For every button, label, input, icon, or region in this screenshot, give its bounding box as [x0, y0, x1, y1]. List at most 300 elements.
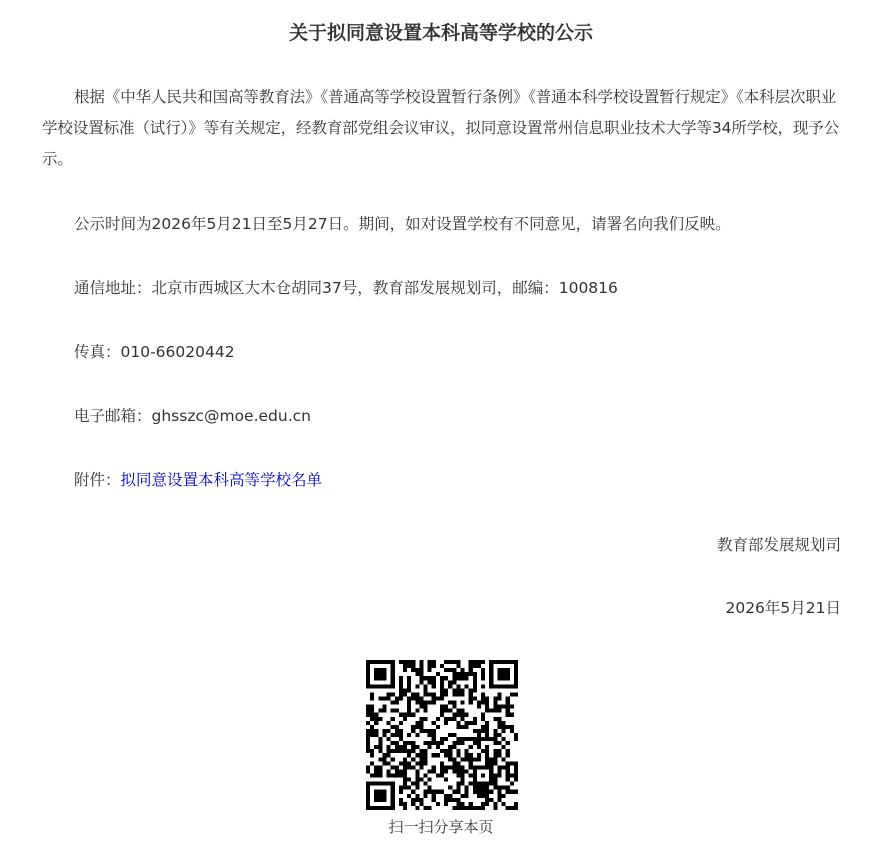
qr-module [510, 705, 514, 709]
qr-module [403, 802, 407, 806]
qr-module [399, 798, 403, 802]
qr-module [485, 790, 489, 794]
qr-module [460, 769, 464, 773]
qr-module [465, 790, 469, 794]
qr-module [374, 782, 378, 786]
qr-module [481, 684, 485, 688]
qr-module [481, 749, 485, 753]
qr-module [510, 782, 514, 786]
qr-module [502, 786, 506, 790]
qr-module [465, 684, 469, 688]
qr-module [411, 765, 415, 769]
qr-module [432, 701, 436, 705]
qr-module [370, 713, 374, 717]
qr-module [436, 696, 440, 700]
qr-module [452, 680, 456, 684]
qr-module [444, 778, 448, 782]
qr-module [481, 660, 485, 664]
qr-module [374, 794, 378, 798]
qr-module [477, 701, 481, 705]
qr-module [469, 765, 473, 769]
qr-module [456, 761, 460, 765]
qr-module [366, 660, 370, 664]
qr-module [378, 709, 382, 713]
qr-module [411, 664, 415, 668]
qr-module [391, 741, 395, 745]
qr-module [497, 709, 501, 713]
qr-module [452, 733, 456, 737]
qr-module [391, 701, 395, 705]
qr-module [415, 753, 419, 757]
qr-module [493, 705, 497, 709]
qr-module [514, 761, 518, 765]
qr-module [514, 676, 518, 680]
qr-module [382, 672, 386, 676]
qr-module [481, 701, 485, 705]
qr-module [477, 729, 481, 733]
qr-module [424, 701, 428, 705]
qr-module [493, 802, 497, 806]
qr-module [444, 749, 448, 753]
qr-module [460, 806, 464, 810]
qr-module [411, 660, 415, 664]
qr-module [424, 709, 428, 713]
qr-module [378, 696, 382, 700]
qr-module [436, 725, 440, 729]
qr-module [415, 692, 419, 696]
qr-module [473, 696, 477, 700]
qr-module [473, 757, 477, 761]
qr-module [473, 765, 477, 769]
qr-module [444, 668, 448, 672]
qr-module [493, 741, 497, 745]
qr-module [497, 794, 501, 798]
qr-module [510, 790, 514, 794]
qr-module [506, 786, 510, 790]
address-paragraph: 通信地址：北京市西城区大木仓胡同37号，教育部发展规划司，邮编：100816 [74, 279, 618, 297]
qr-module [407, 680, 411, 684]
qr-module [477, 786, 481, 790]
qr-module [411, 668, 415, 672]
qr-module [485, 802, 489, 806]
qr-module [497, 684, 501, 688]
qr-module [366, 798, 370, 802]
qr-module [403, 774, 407, 778]
qr-module [497, 705, 501, 709]
qr-module [403, 749, 407, 753]
qr-module [502, 676, 506, 680]
qr-module [391, 660, 395, 664]
qr-module [391, 692, 395, 696]
qr-module [502, 794, 506, 798]
qr-module [456, 672, 460, 676]
qr-module [387, 806, 391, 810]
qr-module [382, 705, 386, 709]
qr-module [502, 668, 506, 672]
qr-module [391, 684, 395, 688]
qr-module [366, 769, 370, 773]
qr-module [469, 701, 473, 705]
qr-module [502, 757, 506, 761]
qr-module [440, 774, 444, 778]
qr-module [444, 705, 448, 709]
qr-module [460, 774, 464, 778]
qr-module [424, 761, 428, 765]
qr-module [366, 790, 370, 794]
qr-module [506, 709, 510, 713]
qr-module [448, 749, 452, 753]
qr-module [436, 741, 440, 745]
qr-module [456, 790, 460, 794]
qr-module [366, 745, 370, 749]
qr-module [448, 701, 452, 705]
qr-module [489, 757, 493, 761]
qr-module [391, 794, 395, 798]
qr-module [481, 794, 485, 798]
qr-module [370, 782, 374, 786]
qr-module [440, 709, 444, 713]
qr-module [514, 790, 518, 794]
qr-module [366, 664, 370, 668]
qr-module [366, 733, 370, 737]
qr-module [477, 664, 481, 668]
qr-module [407, 696, 411, 700]
qr-module [485, 745, 489, 749]
qr-module [399, 737, 403, 741]
qr-module [452, 806, 456, 810]
qr-module [460, 713, 464, 717]
qr-module [432, 741, 436, 745]
qr-module [506, 761, 510, 765]
qr-module [419, 729, 423, 733]
qr-module [403, 765, 407, 769]
qr-module [419, 798, 423, 802]
qr-module [460, 717, 464, 721]
qr-module [456, 660, 460, 664]
qr-module [510, 729, 514, 733]
qr-module [481, 729, 485, 733]
qr-module [374, 774, 378, 778]
qr-module [448, 717, 452, 721]
qr-module [399, 749, 403, 753]
qr-module [485, 794, 489, 798]
qr-module [497, 668, 501, 672]
qr-module [407, 684, 411, 688]
qr-module [411, 790, 415, 794]
qr-module [440, 749, 444, 753]
qr-module [510, 774, 514, 778]
qr-module [493, 733, 497, 737]
qr-module [493, 778, 497, 782]
qr-module [493, 786, 497, 790]
qr-module [387, 696, 391, 700]
qr-module [387, 729, 391, 733]
qr-module [460, 709, 464, 713]
qr-module [374, 676, 378, 680]
qr-module [387, 782, 391, 786]
qr-module [506, 790, 510, 794]
qr-module [460, 725, 464, 729]
qr-module [465, 725, 469, 729]
qr-module [456, 741, 460, 745]
qr-module [391, 790, 395, 794]
qr-module [403, 769, 407, 773]
qr-module [391, 717, 395, 721]
qr-module [469, 692, 473, 696]
qr-module [448, 745, 452, 749]
qr-module [477, 757, 481, 761]
qr-module [440, 664, 444, 668]
qr-module [452, 676, 456, 680]
qr-module [415, 709, 419, 713]
qr-module [366, 684, 370, 688]
qr-module [395, 725, 399, 729]
attachment-label: 附件： [74, 471, 121, 489]
qr-module [448, 733, 452, 737]
qr-module [432, 753, 436, 757]
qr-module [460, 794, 464, 798]
qr-module [432, 680, 436, 684]
qr-module [456, 774, 460, 778]
qr-module [403, 761, 407, 765]
qr-module [374, 798, 378, 802]
qr-module [374, 668, 378, 672]
intro-paragraph: 根据《中华人民共和国高等教育法》《普通高等学校设置暂行条例》《普通本科学校设置暂行规定》《本科层次职业学校设置标准（试行）》等有关规定，经教育部党组会议审议，拟同意设置常州信息职业技术大学等34所学校，现予公示。 [42, 88, 840, 168]
qr-module [399, 729, 403, 733]
qr-module [403, 668, 407, 672]
qr-module [403, 806, 407, 810]
qr-module [411, 741, 415, 745]
qr-module [481, 713, 485, 717]
qr-module [411, 749, 415, 753]
qr-module [419, 668, 423, 672]
qr-module [387, 660, 391, 664]
qr-module [493, 774, 497, 778]
qr-module [469, 753, 473, 757]
qr-module [502, 729, 506, 733]
qr-module [460, 757, 464, 761]
qr-module [440, 692, 444, 696]
qr-module [493, 717, 497, 721]
qr-module [456, 688, 460, 692]
qr-module [399, 696, 403, 700]
qr-module [411, 757, 415, 761]
qr-module [382, 729, 386, 733]
qr-module [382, 798, 386, 802]
qr-module [382, 794, 386, 798]
qr-module [419, 757, 423, 761]
qr-module [403, 741, 407, 745]
qr-module [469, 660, 473, 664]
qr-module [407, 753, 411, 757]
qr-module [506, 778, 510, 782]
qr-module [411, 802, 415, 806]
qr-module [510, 725, 514, 729]
qr-module [473, 684, 477, 688]
qr-module [452, 717, 456, 721]
qr-module [440, 680, 444, 684]
qr-module [370, 733, 374, 737]
qr-module [456, 676, 460, 680]
qr-module [456, 765, 460, 769]
qr-module [424, 741, 428, 745]
qr-module [424, 794, 428, 798]
qr-module [456, 737, 460, 741]
qr-module [506, 672, 510, 676]
qr-module [493, 696, 497, 700]
qr-module [444, 721, 448, 725]
qr-module [481, 692, 485, 696]
qr-module [424, 774, 428, 778]
qr-module [382, 668, 386, 672]
qr-module [465, 713, 469, 717]
qr-module [374, 745, 378, 749]
qr-module [395, 729, 399, 733]
qr-module [419, 664, 423, 668]
qr-module [366, 786, 370, 790]
qr-module [469, 696, 473, 700]
qr-module [382, 709, 386, 713]
qr-module [432, 684, 436, 688]
qr-module [378, 741, 382, 745]
qr-module [444, 676, 448, 680]
qr-module [428, 786, 432, 790]
qr-module [506, 749, 510, 753]
qr-module [506, 660, 510, 664]
qr-module [489, 737, 493, 741]
qr-module [469, 761, 473, 765]
qr-module [510, 692, 514, 696]
qr-module [403, 688, 407, 692]
qr-module [456, 684, 460, 688]
qr-module [473, 660, 477, 664]
qr-module [374, 660, 378, 664]
qr-module [502, 737, 506, 741]
qr-module [374, 769, 378, 773]
qr-module [469, 721, 473, 725]
qr-module [506, 713, 510, 717]
qr-module [407, 794, 411, 798]
qr-module [415, 733, 419, 737]
qr-module [485, 757, 489, 761]
qr-module [395, 769, 399, 773]
qr-module [424, 692, 428, 696]
qr-module [391, 668, 395, 672]
qr-module [407, 676, 411, 680]
qr-module [403, 778, 407, 782]
page-title: 关于拟同意设置本科高等学校的公示 [288, 22, 593, 44]
qr-module [440, 741, 444, 745]
qr-module [378, 782, 382, 786]
qr-module [428, 664, 432, 668]
qr-module [473, 672, 477, 676]
qr-module [395, 733, 399, 737]
qr-module [378, 774, 382, 778]
qr-module [473, 778, 477, 782]
qr-module [493, 753, 497, 757]
qr-module [415, 806, 419, 810]
qr-module [366, 729, 370, 733]
qr-module [477, 737, 481, 741]
qr-module [378, 676, 382, 680]
qr-module [395, 765, 399, 769]
qr-module [444, 692, 448, 696]
qr-module [477, 806, 481, 810]
qr-module [456, 721, 460, 725]
qr-module [506, 725, 510, 729]
qr-module [387, 737, 391, 741]
qr-module [452, 790, 456, 794]
qr-module [497, 660, 501, 664]
qr-module [378, 668, 382, 672]
qr-module [424, 806, 428, 810]
qr-module [452, 660, 456, 664]
qr-module [440, 737, 444, 741]
qr-module [387, 684, 391, 688]
qr-module [444, 798, 448, 802]
qr-module [473, 769, 477, 773]
qr-module [469, 668, 473, 672]
qr-module [419, 802, 423, 806]
qr-module [403, 692, 407, 696]
qr-module [448, 668, 452, 672]
qr-module [432, 692, 436, 696]
qr-module [448, 794, 452, 798]
qr-module [497, 741, 501, 745]
qr-module [440, 696, 444, 700]
qr-module [403, 717, 407, 721]
qr-module [473, 680, 477, 684]
qr-module [452, 705, 456, 709]
attachment-link[interactable]: 拟同意设置本科高等学校名单 [120, 471, 323, 489]
qr-module [514, 733, 518, 737]
qr-module [378, 717, 382, 721]
period-paragraph: 公示时间为2026年5月21日至5月27日。期间，如对设置学校有不同意见，请署名向我们反映。 [74, 215, 731, 233]
qr-module [399, 660, 403, 664]
qr-module [411, 713, 415, 717]
qr-module [485, 786, 489, 790]
qr-module [399, 692, 403, 696]
qr-module [469, 745, 473, 749]
qr-module [440, 688, 444, 692]
qr-module [506, 684, 510, 688]
qr-module [444, 769, 448, 773]
qr-module [452, 668, 456, 672]
qr-module [436, 717, 440, 721]
qr-module [489, 709, 493, 713]
qr-module [415, 684, 419, 688]
qr-module [419, 749, 423, 753]
qr-module [460, 741, 464, 745]
qr-module [448, 680, 452, 684]
qr-module [432, 721, 436, 725]
qr-module [502, 672, 506, 676]
qr-module [366, 668, 370, 672]
qr-module [481, 806, 485, 810]
qr-module [374, 713, 378, 717]
qr-module [366, 676, 370, 680]
qr-module [436, 672, 440, 676]
qr-module [419, 701, 423, 705]
qr-module [452, 765, 456, 769]
qr-module [424, 688, 428, 692]
qr-module [407, 713, 411, 717]
qr-module [432, 765, 436, 769]
qr-module [506, 701, 510, 705]
qr-module [481, 696, 485, 700]
qr-module [424, 757, 428, 761]
qr-module [493, 806, 497, 810]
